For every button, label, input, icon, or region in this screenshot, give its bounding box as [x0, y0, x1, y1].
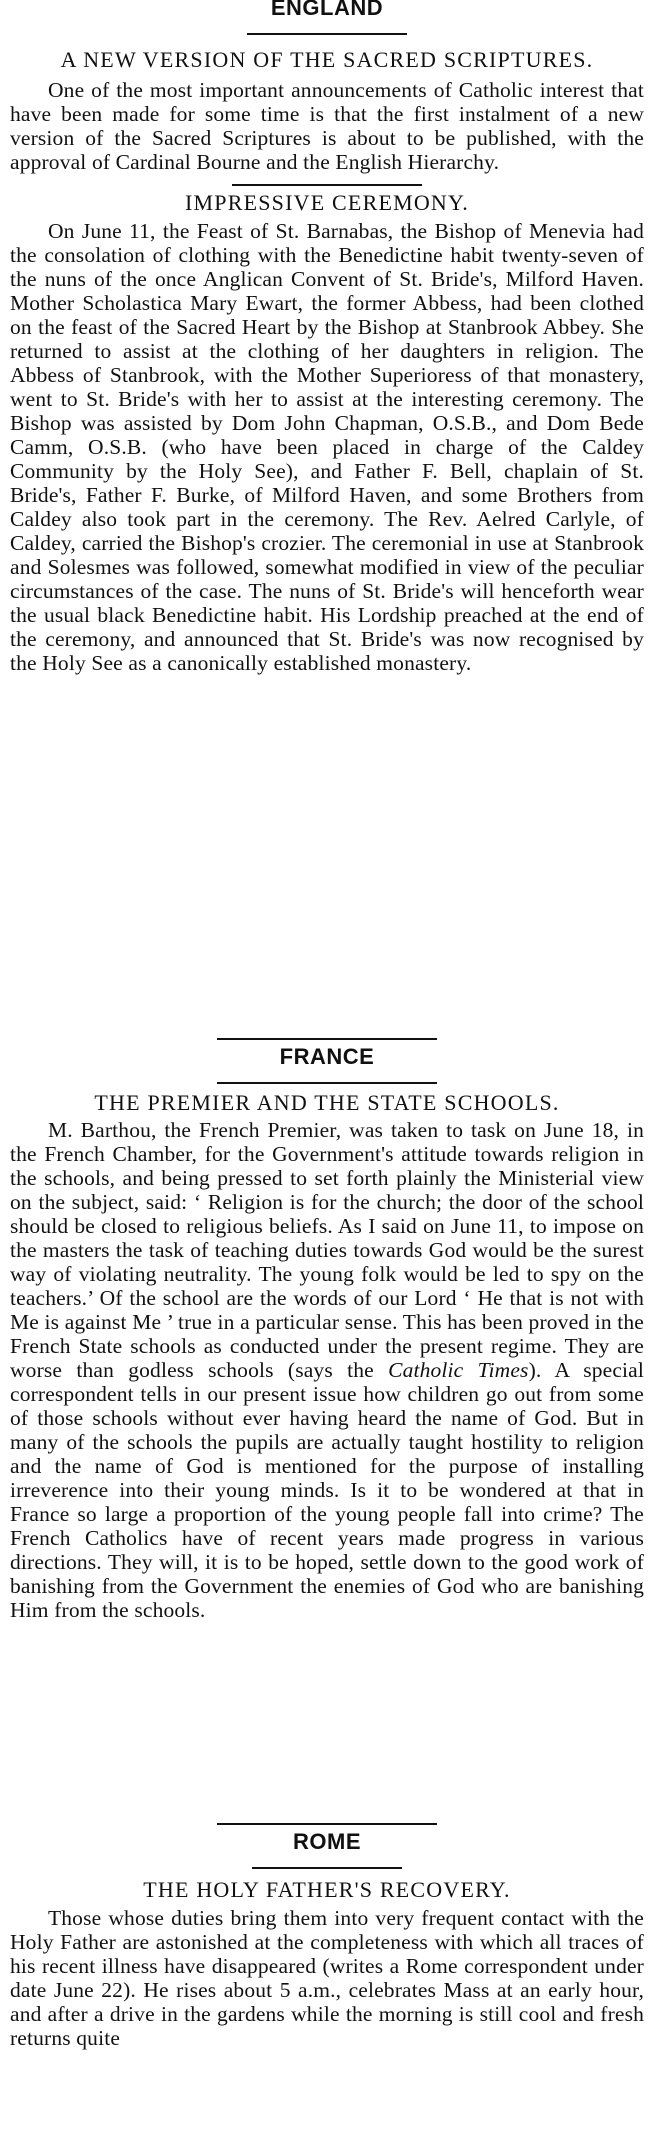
subheading-holy-father-recovery: THE HOLY FATHER'S RECOVERY. — [143, 1877, 511, 1902]
france-section — [10, 1038, 644, 1622]
section-heading-england: ENGLAND — [270, 0, 384, 20]
section-heading-france: FRANCE — [279, 1044, 375, 1069]
paragraph-text-part-1: M. Barthou, the French Premier, was taken to task on June 18, in the French Chamber, for the Government's attitude towards religion in the schools, and being pressed to set forth plainly the Ministerial view on the subject, said: ‘ Religion is for the church; the door of the school should be closed to religious beliefs. As I said on June 11, to impose on the masters the task of teaching duties towards God would be the surest way of violating neutrality. The young folk would be led to spy on the teachers.’ Of the school are the words of our Lord ‘ He that is not with Me is against Me ’ true in a particular sense. This has been proved in the French State schools as conducted under the present regime. They are worse than godless schools (says the — [10, 1118, 644, 1382]
paragraph-text-part-2: ). A special correspondent tells in our present issue how children go out from some of those schools without ever having heard the name of God. But in many of the schools the pupils are actually taught hostility to religion and the name of God is mentioned for the purpose of installing irreverence into their young minds. Is it to be wondered at that in France so large a proportion of the young people fall into crime? The French Catholics have of recent years made progress in various directions. They will, it is to be hoped, settle down to the good work of banishing from the Government the enemies of God who are banishing Him from the schools. — [10, 1358, 645, 1622]
section-rule — [217, 1082, 437, 1084]
paragraph-premier-schools — [10, 1118, 644, 1622]
section-rule — [217, 1823, 437, 1825]
subheading-new-version: A NEW VERSION OF THE SACRED SCRIPTURES. — [60, 47, 594, 72]
section-heading-rome: ROME — [293, 1829, 361, 1854]
paragraph-holy-father-recovery: Those whose duties bring them into very frequent contact with the Holy Father are astonished at the completeness with which all traces of his recent illness have disappeared (writes a Rome correspondent under date June 22). He rises about 5 a.m., celebrates Mass at an early hour, and after a drive in the gardens while the morning is still cool and fresh returns quite — [10, 1906, 644, 2050]
england-section — [10, 0, 644, 675]
section-rule — [232, 184, 422, 186]
paragraph-new-version: One of the most important announcements of Catholic interest that have been made for some time is that the first instalment of a new version of the Sacred Scriptures is about to be published, with the approval of Cardinal Bourne and the English Hierarchy. — [10, 78, 644, 174]
section-rule — [247, 33, 407, 35]
rome-section — [10, 1823, 644, 2050]
publication-name: Catholic Times — [388, 1358, 529, 1382]
subheading-premier-schools: THE PREMIER AND THE STATE SCHOOLS. — [94, 1090, 560, 1115]
subheading-impressive-ceremony: IMPRESSIVE CEREMONY. — [185, 190, 469, 215]
section-rule — [217, 1038, 437, 1040]
section-rule — [252, 1867, 402, 1869]
paragraph-ceremony: On June 11, the Feast of St. Barnabas, the Bishop of Menevia had the consolation of clothing with the Benedictine habit twenty-seven of the nuns of the once Anglican Convent of St. Bride's, Milford Haven. Mother Scholastica Mary Ewart, the former Abbess, had been clothed on the feast of the Sacred Heart by the Bishop at Stanbrook Abbey. She returned to assist at the clothing of her daughters in religion. The Abbess of Stanbrook, with the Mother Superioress of that monastery, went to St. Bride's with her to assist at the interesting ceremony. The Bishop was assisted by Dom John Chapman, O.S.B., and Dom Bede Camm, O.S.B. (who have been placed in charge of the Caldey Community by the Holy See), and Father F. Bell, chaplain of St. Bride's, Father F. Burke, of Milford Haven, and some Brothers from Caldey also took part in the ceremony. The Rev. Aelred Carlyle, of Caldey, carried the Bishop's crozier. The ceremonial in use at Stanbrook and Solesmes was followed, somewhat modified in view of the peculiar circumstances of the case. The nuns of St. Bride's will henceforth wear the usual black Benedictine habit. His Lordship preached at the end of the ceremony, and announced that St. Bride's was now recognised by the Holy See as a canonically established monastery. — [10, 219, 644, 675]
